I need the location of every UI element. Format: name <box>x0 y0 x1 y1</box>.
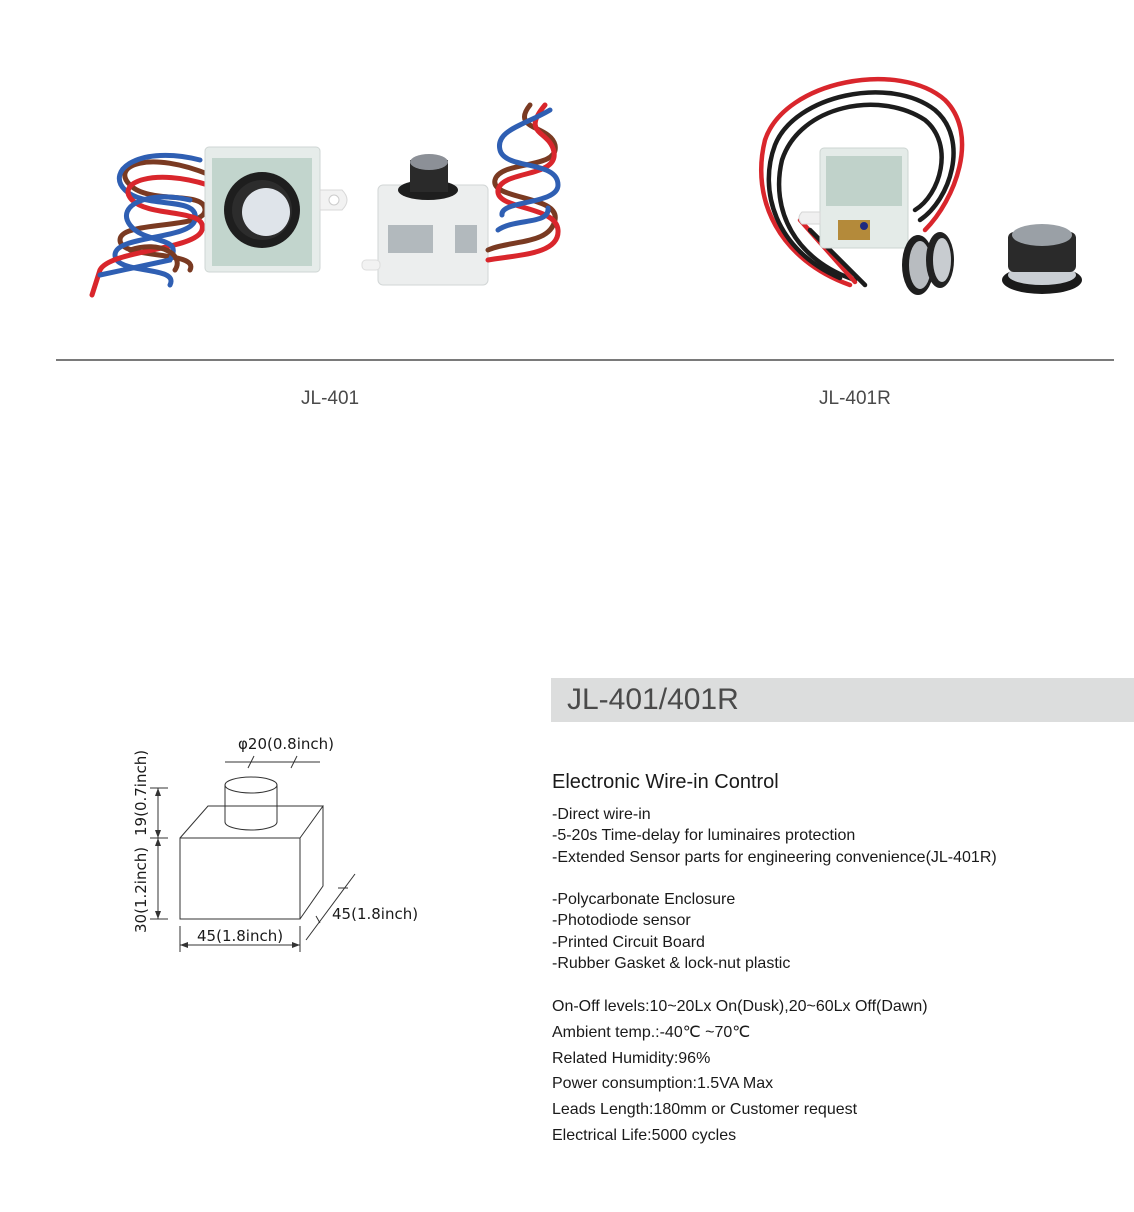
dim-body-width: 45(1.8inch) <box>197 927 284 945</box>
product-photo-jl-401 <box>70 90 570 310</box>
section-divider <box>56 359 1114 361</box>
spec-item: Related Humidity:96% <box>552 1049 711 1067</box>
spec-header-bar <box>551 678 1134 722</box>
spec-item: On-Off levels:10~20Lx On(Dusk),20~60Lx Off(Dawn) <box>552 998 928 1015</box>
feature-item: -5-20s Time-delay for luminaires protection <box>552 827 856 845</box>
dim-body-height: 30(1.2inch) <box>132 846 150 933</box>
material-item: -Printed Circuit Board <box>552 933 705 951</box>
material-list <box>552 889 790 974</box>
dim-cap-diameter: φ20(0.8inch) <box>238 735 334 753</box>
material-item: -Rubber Gasket & lock-nut plastic <box>552 954 791 972</box>
feature-item: -Extended Sensor parts for engineering convenience(JL-401R) <box>552 848 997 866</box>
spec-item: Ambient temp.:-40℃ ~70℃ <box>552 1023 751 1041</box>
model-label-jl-401r: JL-401R <box>819 388 891 409</box>
dim-body-depth: 45(1.8inch) <box>332 905 419 923</box>
feature-item: -Direct wire-in <box>552 806 651 823</box>
spec-item: Power consumption:1.5VA Max <box>552 1075 774 1093</box>
spec-list <box>552 994 928 1149</box>
product-description-title: Electronic Wire-in Control <box>552 771 779 793</box>
dimension-diagram <box>120 730 440 960</box>
spec-item: Leads Length:180mm or Customer request <box>552 1101 858 1119</box>
dim-cap-height: 19(0.7inch) <box>132 749 150 836</box>
product-photo-jl-401r <box>740 60 1100 310</box>
spec-item: Electrical Life:5000 cycles <box>552 1126 737 1144</box>
model-label-jl-401: JL-401 <box>301 388 360 409</box>
feature-list <box>552 804 997 868</box>
material-item: -Polycarbonate Enclosure <box>552 891 736 908</box>
spec-header-title: JL-401/401R <box>567 683 739 716</box>
material-item: -Photodiode sensor <box>552 912 691 930</box>
